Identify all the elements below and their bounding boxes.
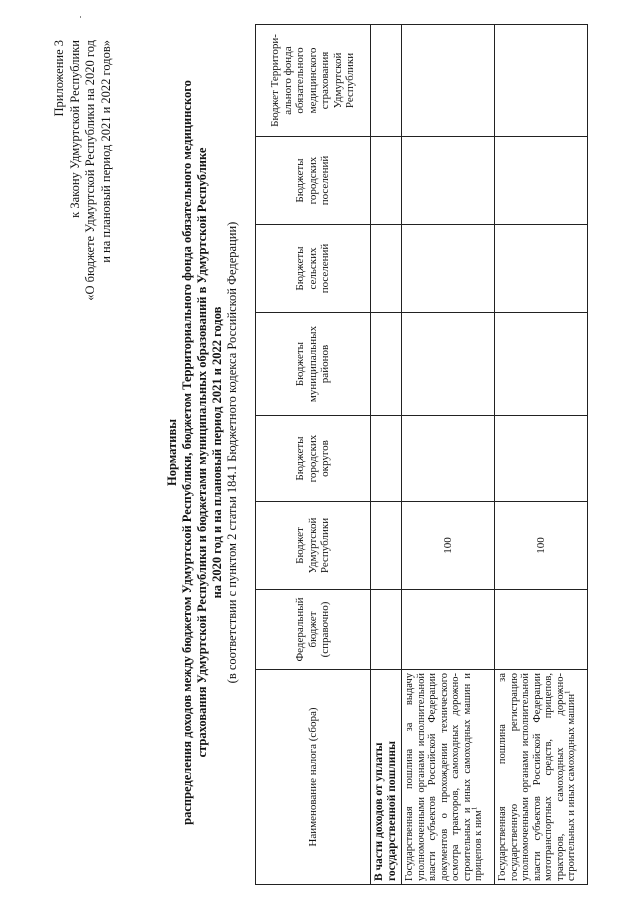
title-heading: Нормативы (165, 419, 179, 486)
table-cell (371, 225, 402, 313)
footnote-mark: 1 (470, 806, 479, 811)
table-cell (402, 225, 495, 313)
norms-table (255, 24, 588, 885)
header-rural-settlements: Бюджеты сельских поселений (256, 225, 371, 313)
table-cell (495, 590, 588, 670)
tax-name-text: Государственная пошлина за государственную регистрацию уполномоченными органами исполнительной власти субъектов Российской Федерации мототранспортных средств, прицепов, тракторов, самоходных дорожно-строительных и иных самоходных машин (497, 673, 577, 881)
header-urban-settlements: Бюджеты городских поселений (256, 137, 371, 225)
tax-name-cell (402, 670, 495, 885)
table-cell (495, 25, 588, 137)
appendix-line: Приложение 3 (52, 40, 66, 117)
title-line: на 2020 год и на плановый период 2021 и 2022 годов (210, 306, 224, 599)
appendix-header (52, 40, 114, 345)
header-municipal-districts: Бюджеты муниципальных районов (256, 313, 371, 416)
tax-name-cell (495, 670, 588, 885)
tax-name-text: Государственная пошлина за выдачу уполномоченными органами исполнительной власти субъектов Российской Федерации документов о прохождении технического осмотра тракторов, самоходных дорожно-строительных и иных самоходных машин и прицепов к ним (404, 673, 484, 881)
table-cell (371, 313, 402, 416)
header-federal-budget: Федеральный бюджет (справочно) (256, 590, 371, 670)
title-line: страхования Удмуртской Республики и бюджетами муниципальных образований в Удмуртской Республике (195, 147, 209, 758)
table-cell (371, 25, 402, 137)
section-title: В части доходов от уплаты государственной пошлины (371, 670, 402, 885)
table-cell (495, 313, 588, 416)
table-row (402, 25, 495, 885)
table-cell (495, 137, 588, 225)
header-city-districts: Бюджеты городских округов (256, 416, 371, 502)
table-cell (402, 416, 495, 502)
title-line: распределения доходов между бюджетом Удмуртской Республики, бюджетом Территориального фонда обязательного медицинского (180, 80, 194, 825)
appendix-line: и на плановый период 2021 и 2022 годов» (98, 40, 113, 263)
table-cell (371, 416, 402, 502)
table-cell (402, 25, 495, 137)
scan-mark (80, 16, 81, 18)
header-medical-insurance-fund: Бюджет Территори-ального фонда обязательного медицинского страхования Удмуртской Республики (256, 25, 371, 137)
title-note: (в соответствии с пунктом 2 статьи 184.1 Бюджетного кодекса Российской Федерации) (225, 221, 239, 684)
footnote-mark: 1 (563, 690, 572, 694)
document-title (165, 30, 240, 875)
table-cell (371, 590, 402, 670)
appendix-line: к Закону Удмуртской Республики (67, 40, 82, 218)
table-header-row (256, 25, 371, 885)
table-cell (495, 416, 588, 502)
table-cell (402, 590, 495, 670)
table-cell: 100 (495, 502, 588, 590)
header-republic-budget: Бюджет Удмуртской Республики (256, 502, 371, 590)
table-cell (402, 313, 495, 416)
section-row (371, 25, 402, 885)
table-cell (402, 137, 495, 225)
header-tax-name: Наименование налога (сбора) (256, 670, 371, 885)
table-cell (495, 225, 588, 313)
table-row (495, 25, 588, 885)
table-cell (371, 502, 402, 590)
table-cell: 100 (402, 502, 495, 590)
table-cell (371, 137, 402, 225)
appendix-line: «О бюджете Удмуртской Республики на 2020 год (83, 40, 97, 301)
